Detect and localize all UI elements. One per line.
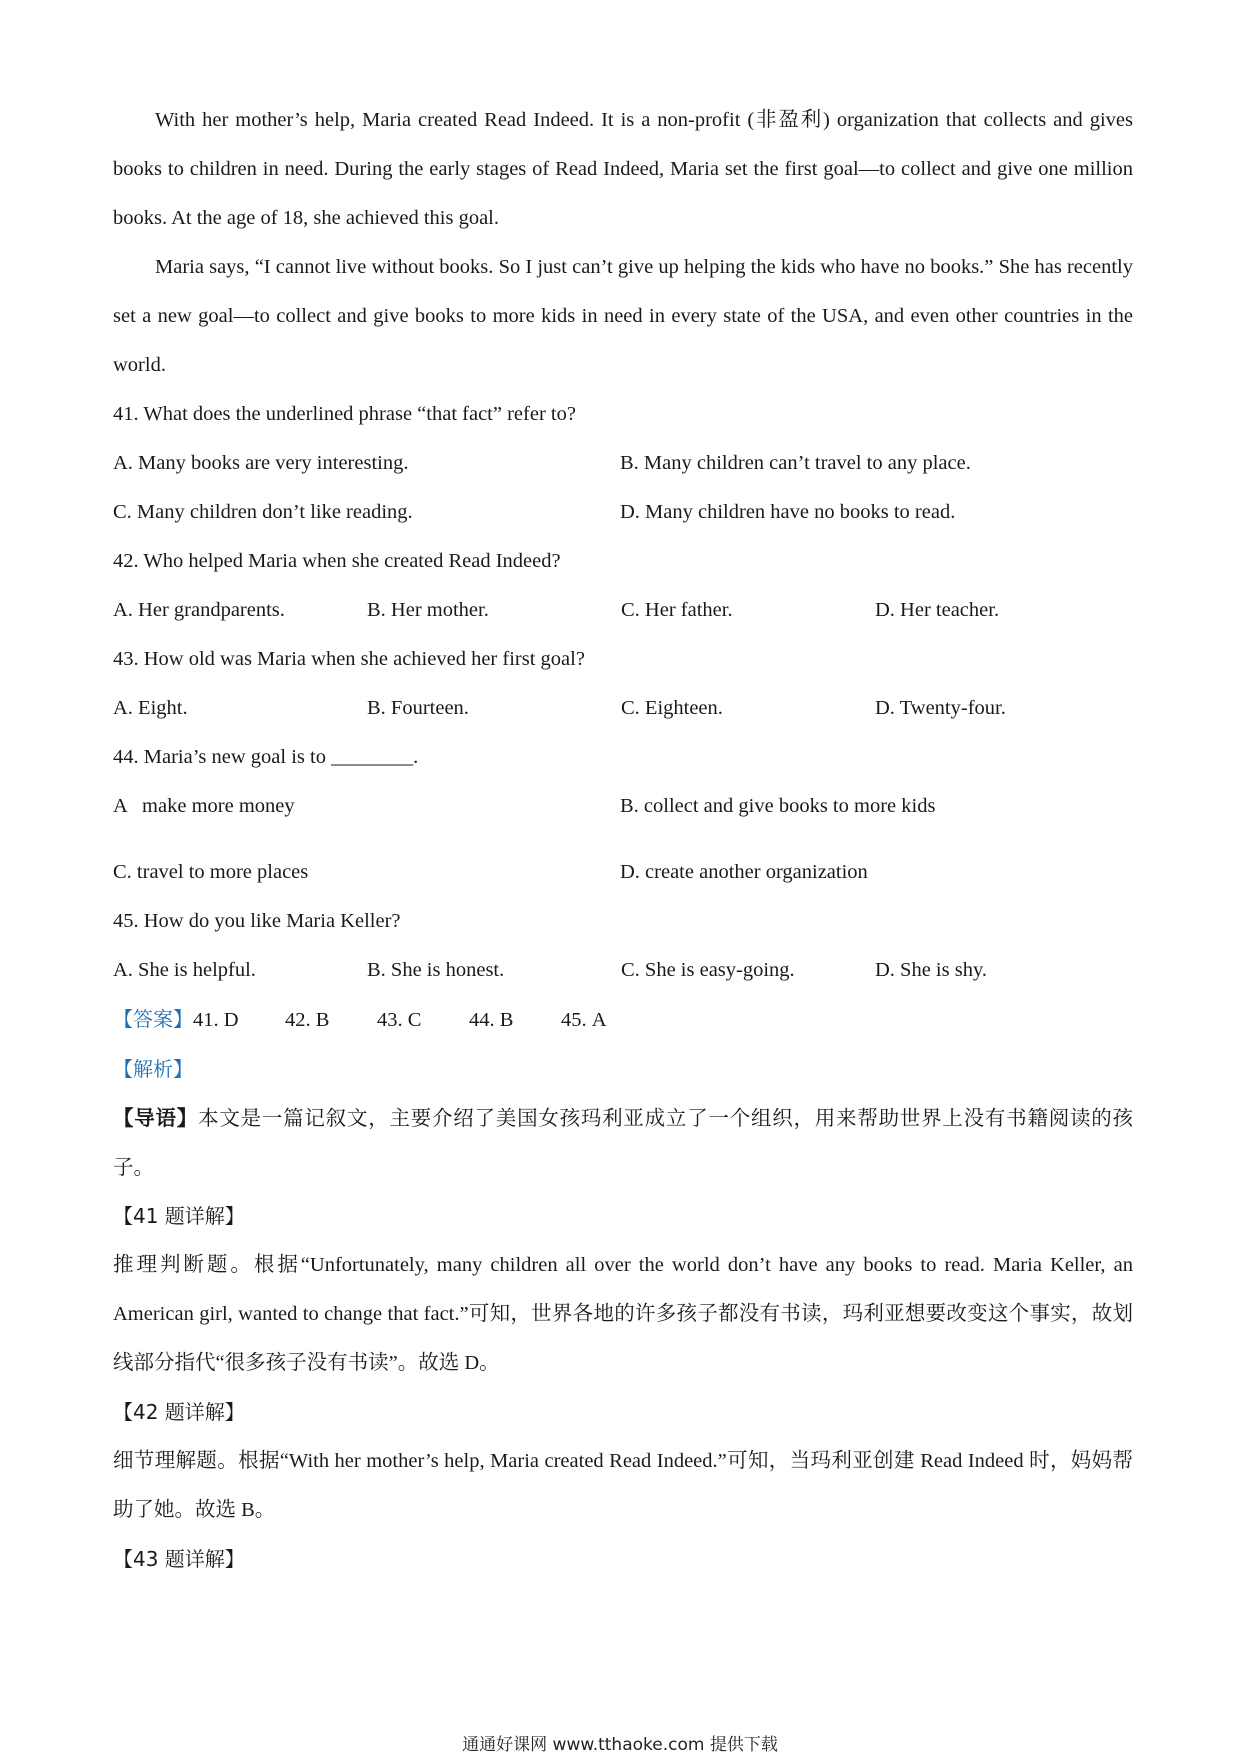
question-41-options bbox=[113, 488, 1133, 537]
analysis-label: 【解析】 bbox=[113, 1057, 193, 1081]
passage-paragraph: Maria says, “I cannot live without books. So I just can’t give up helping the kids who have no books.” She has recently set a new goal—to collect and give books to more kids in need in every state of the USA, and even other countries in the world. bbox=[113, 256, 1133, 376]
option-a: A. Many books are very interesting. bbox=[113, 452, 409, 474]
option-a: A. Her grandparents. bbox=[113, 599, 285, 621]
option-d: D. Her teacher. bbox=[875, 599, 1000, 621]
question-41-stem: 41. What does the underlined phrase “that fact” refer to? bbox=[113, 403, 576, 425]
answer-item: 43. C bbox=[377, 1009, 422, 1031]
passage-paragraph: With her mother’s help, Maria created Read Indeed. It is a non-profit (非盈利) organization that collects and gives books to children in need. During the early stages of Read Indeed, Maria set the first goal—to collect and give one million books. At the age of 18, she achieved this goal. bbox=[113, 109, 1133, 229]
question-42-options bbox=[113, 586, 1133, 635]
option-c: C. Her father. bbox=[621, 599, 733, 621]
option-a: A. Eight. bbox=[113, 697, 188, 719]
question-41-options bbox=[113, 439, 1133, 488]
option-c: C. Eighteen. bbox=[621, 697, 723, 719]
option-d: D. Many children have no books to read. bbox=[620, 501, 956, 523]
option-c: C. travel to more places bbox=[113, 861, 309, 883]
option-a: A. She is helpful. bbox=[113, 959, 256, 981]
document-page bbox=[113, 96, 1133, 1584]
question-45-options bbox=[113, 946, 1133, 995]
option-c: C. Many children don’t like reading. bbox=[113, 501, 413, 523]
intro-label: 【导语】 bbox=[113, 1106, 199, 1130]
answer-label: 【答案】 bbox=[113, 1007, 193, 1031]
page-footer: 通通好课网 www.tthaoke.com 提供下载 bbox=[462, 1735, 778, 1755]
option-b: B. She is honest. bbox=[367, 959, 505, 981]
option-d: D. create another organization bbox=[620, 861, 868, 883]
option-a: A make more money bbox=[113, 795, 295, 817]
option-b: B. Fourteen. bbox=[367, 697, 469, 719]
answer-item: 45. A bbox=[561, 1009, 607, 1031]
intro-text: 本文是一篇记叙文，主要介绍了美国女孩玛利亚成立了一个组织，用来帮助世界上没有书籍阅读的孩子。 bbox=[113, 1106, 1134, 1179]
question-43-options bbox=[113, 684, 1133, 733]
option-c: C. She is easy-going. bbox=[621, 959, 795, 981]
option-d: D. She is shy. bbox=[875, 959, 987, 981]
question-44-options bbox=[113, 782, 1133, 831]
detail-42-title: 【42 题详解】 bbox=[113, 1400, 245, 1424]
detail-43-title: 【43 题详解】 bbox=[113, 1547, 245, 1571]
detail-42-text: 细节理解题。根据“With her mother’s help, Maria created Read Indeed.”可知，当玛利亚创建 Read Indeed 时，妈妈帮助了她。故选 B。 bbox=[113, 1450, 1133, 1521]
passage bbox=[113, 96, 1133, 390]
question-44-stem: 44. Maria’s new goal is to ________. bbox=[113, 746, 419, 768]
answer-key bbox=[113, 995, 1133, 1045]
question-42-stem: 42. Who helped Maria when she created Read Indeed? bbox=[113, 550, 561, 572]
intro-paragraph bbox=[113, 1094, 1133, 1192]
answer-item: 42. B bbox=[285, 1009, 330, 1031]
option-b: B. Many children can’t travel to any place. bbox=[620, 452, 971, 474]
answer-item: 41. D bbox=[193, 1009, 239, 1031]
question-44-options bbox=[113, 848, 1133, 897]
question-45-stem: 45. How do you like Maria Keller? bbox=[113, 910, 401, 932]
detail-41-text: 推理判断题。根据“Unfortunately, many children all over the world don’t have any books to read. Maria Keller, an American girl, wanted to change that fact.”可知，世界各地的许多孩子都没有书读，玛利亚想要改变这个事实，故划线部分指代“很多孩子没有书读”。故选 D。 bbox=[113, 1254, 1133, 1374]
answer-item: 44. B bbox=[469, 1009, 514, 1031]
option-d: D. Twenty-four. bbox=[875, 697, 1006, 719]
detail-41-title: 【41 题详解】 bbox=[113, 1204, 245, 1228]
option-b: B. collect and give books to more kids bbox=[620, 795, 936, 817]
option-b: B. Her mother. bbox=[367, 599, 489, 621]
question-43-stem: 43. How old was Maria when she achieved her first goal? bbox=[113, 648, 585, 670]
